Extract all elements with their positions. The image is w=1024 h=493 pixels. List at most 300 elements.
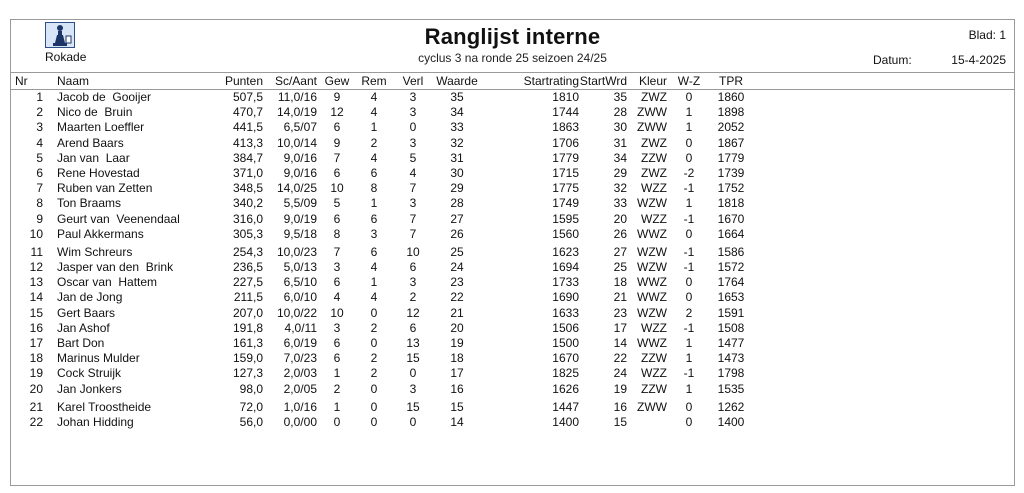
cell-nr: 14 xyxy=(29,290,43,305)
cell-kleur: WZZ xyxy=(641,181,667,196)
cell-waarde: 35 xyxy=(450,90,464,104)
cell-startrating: 1447 xyxy=(552,399,579,414)
cell-startrating: 1400 xyxy=(552,414,579,429)
cell-naam: Ruben van Zetten xyxy=(57,181,153,196)
cell-waarde: 30 xyxy=(450,165,464,180)
cell-tpr: 1739 xyxy=(717,165,745,180)
cell-startwrd: 19 xyxy=(613,381,627,396)
cell-naam: Gert Baars xyxy=(57,305,116,320)
table-row xyxy=(11,136,1014,151)
cell-sc-aant: 7,0/23 xyxy=(283,351,317,366)
cell-wz: 1 xyxy=(685,196,693,211)
cell-gew: 0 xyxy=(333,414,341,429)
cell-waarde: 27 xyxy=(450,211,464,226)
col-waarde: Waarde xyxy=(436,74,478,88)
cell-wz: 0 xyxy=(685,399,693,414)
cell-waarde: 25 xyxy=(450,244,464,259)
cell-waarde: 22 xyxy=(450,290,464,305)
cell-naam: Johan Hidding xyxy=(57,414,134,429)
cell-wz: 1 xyxy=(685,336,693,350)
cell-startwrd: 33 xyxy=(613,196,627,211)
cell-startwrd: 22 xyxy=(613,351,627,366)
cell-rem: 6 xyxy=(370,165,378,180)
cell-tpr: 1664 xyxy=(717,226,745,241)
cell-startwrd: 29 xyxy=(613,165,627,180)
cell-kleur: ZZW xyxy=(641,381,667,396)
cell-naam: Jasper van den Brink xyxy=(57,260,174,275)
cell-kleur: WWZ xyxy=(637,336,667,350)
cell-wz: -2 xyxy=(683,165,695,180)
cell-nr: 1 xyxy=(36,90,43,104)
table-row xyxy=(11,151,1014,166)
cell-wz: 0 xyxy=(685,226,693,241)
table-row xyxy=(11,196,1014,211)
cell-gew: 6 xyxy=(333,351,341,366)
table-row xyxy=(11,366,1014,381)
cell-wz: 1 xyxy=(685,120,693,135)
cell-nr: 5 xyxy=(36,150,43,165)
cell-waarde: 26 xyxy=(450,226,464,241)
cell-verl: 0 xyxy=(409,120,417,135)
cell-gew: 6 xyxy=(333,211,341,226)
cell-waarde: 17 xyxy=(450,366,464,381)
cell-kleur: ZWZ xyxy=(641,135,667,150)
cell-sc-aant: 6,0/10 xyxy=(283,290,317,305)
cell-rem: 6 xyxy=(370,211,378,226)
cell-gew: 6 xyxy=(333,165,341,180)
cell-gew: 10 xyxy=(330,181,344,196)
cell-punten: 371,0 xyxy=(232,165,263,180)
cell-nr: 22 xyxy=(29,414,43,429)
table-row xyxy=(11,290,1014,305)
cell-punten: 236,5 xyxy=(232,260,263,275)
cell-naam: Nico de Bruin xyxy=(57,105,133,120)
cell-nr: 11 xyxy=(30,244,43,259)
cell-waarde: 18 xyxy=(450,351,464,366)
cell-verl: 15 xyxy=(406,399,420,414)
col-sc-aant: Sc/Aant xyxy=(274,74,317,88)
cell-startrating: 1506 xyxy=(552,320,579,335)
cell-punten: 227,5 xyxy=(232,275,263,290)
col-rem: Rem xyxy=(361,74,387,88)
cell-wz: -1 xyxy=(683,260,695,275)
cell-naam: Ton Braams xyxy=(57,196,122,211)
cell-startrating: 1633 xyxy=(552,305,579,320)
cell-startrating: 1715 xyxy=(552,165,579,180)
cell-naam: Karel Troostheide xyxy=(57,399,152,414)
cell-gew: 3 xyxy=(333,260,341,275)
table-row xyxy=(11,260,1014,275)
cell-punten: 340,2 xyxy=(232,196,263,211)
cell-kleur: ZZW xyxy=(641,351,667,366)
cell-sc-aant: 2,0/05 xyxy=(283,381,317,396)
cell-startrating: 1694 xyxy=(552,260,579,275)
table-row xyxy=(11,336,1014,351)
cell-kleur: ZWZ xyxy=(641,165,667,180)
cell-nr: 13 xyxy=(29,275,43,290)
cell-nr: 2 xyxy=(36,105,43,120)
cell-gew: 12 xyxy=(330,105,344,120)
cell-wz: -1 xyxy=(683,366,695,381)
cell-punten: 127,3 xyxy=(232,366,263,381)
cell-startwrd: 15 xyxy=(613,414,627,429)
cell-tpr: 1898 xyxy=(717,105,745,120)
cell-sc-aant: 1,0/16 xyxy=(283,399,317,414)
cell-startrating: 1810 xyxy=(552,90,579,104)
cell-verl: 12 xyxy=(406,305,420,320)
cell-punten: 441,5 xyxy=(232,120,263,135)
cell-punten: 507,5 xyxy=(232,90,263,104)
cell-sc-aant: 9,0/16 xyxy=(283,165,317,180)
col-wz: W-Z xyxy=(677,74,701,88)
cell-startwrd: 26 xyxy=(613,226,627,241)
cell-nr: 10 xyxy=(29,226,43,241)
cell-naam: Marinus Mulder xyxy=(57,351,140,366)
cell-gew: 8 xyxy=(333,226,341,241)
cell-verl: 3 xyxy=(409,105,417,120)
ranking-sheet xyxy=(10,19,1015,486)
cell-nr: 18 xyxy=(29,351,43,366)
cell-sc-aant: 11,0/16 xyxy=(277,90,317,104)
cell-tpr: 1572 xyxy=(717,260,745,275)
cell-sc-aant: 6,5/07 xyxy=(283,120,317,135)
cell-wz: 0 xyxy=(685,90,693,104)
cell-kleur: ZWZ xyxy=(641,90,667,104)
cell-gew: 7 xyxy=(333,150,341,165)
cell-startrating: 1670 xyxy=(552,351,579,366)
cell-waarde: 31 xyxy=(450,150,464,165)
cell-gew: 1 xyxy=(333,399,341,414)
cell-kleur: WZW xyxy=(637,260,667,275)
cell-waarde: 21 xyxy=(450,305,464,320)
table-row xyxy=(11,400,1014,415)
cell-punten: 413,3 xyxy=(232,135,263,150)
cell-nr: 6 xyxy=(36,165,43,180)
cell-naam: Maarten Loeffler xyxy=(57,120,145,135)
cell-punten: 211,5 xyxy=(233,290,263,305)
cell-gew: 2 xyxy=(333,381,341,396)
cell-startrating: 1595 xyxy=(552,211,579,226)
page-number: Blad: 1 xyxy=(968,28,1006,42)
cell-rem: 0 xyxy=(370,399,378,414)
cell-kleur: WWZ xyxy=(637,226,667,241)
cell-tpr: 1818 xyxy=(717,196,745,211)
cell-rem: 2 xyxy=(370,135,378,150)
cell-startrating: 1560 xyxy=(552,226,579,241)
cell-tpr: 2052 xyxy=(717,120,745,135)
cell-wz: 0 xyxy=(685,135,693,150)
table-row xyxy=(11,351,1014,366)
cell-verl: 7 xyxy=(409,211,417,226)
cell-wz: 0 xyxy=(685,275,693,290)
table-row xyxy=(11,166,1014,181)
cell-sc-aant: 10,0/23 xyxy=(276,244,317,259)
cell-startrating: 1623 xyxy=(552,244,579,259)
report-header xyxy=(11,20,1014,74)
cell-wz: -1 xyxy=(683,320,695,335)
cell-verl: 5 xyxy=(409,150,417,165)
table-row xyxy=(11,245,1014,260)
cell-verl: 2 xyxy=(409,290,417,305)
cell-verl: 13 xyxy=(406,336,420,350)
cell-gew: 10 xyxy=(330,305,344,320)
cell-punten: 191,8 xyxy=(232,320,263,335)
cell-nr: 20 xyxy=(29,381,43,396)
cell-startwrd: 18 xyxy=(613,275,627,290)
cell-startwrd: 31 xyxy=(613,135,627,150)
cell-kleur: WWZ xyxy=(637,275,667,290)
cell-verl: 7 xyxy=(409,226,417,241)
cell-nr: 9 xyxy=(36,211,43,226)
cell-verl: 3 xyxy=(409,381,417,396)
cell-tpr: 1473 xyxy=(717,351,745,366)
table-row xyxy=(11,275,1014,290)
cell-punten: 72,0 xyxy=(239,399,263,414)
cell-naam: Oscar van Hattem xyxy=(57,275,158,290)
cell-startwrd: 30 xyxy=(613,120,627,135)
cell-wz: -1 xyxy=(683,211,695,226)
cell-verl: 7 xyxy=(409,181,417,196)
cell-punten: 384,7 xyxy=(232,150,263,165)
cell-startwrd: 21 xyxy=(613,290,627,305)
cell-tpr: 1798 xyxy=(717,366,745,381)
cell-startwrd: 35 xyxy=(613,90,627,104)
cell-tpr: 1752 xyxy=(717,181,745,196)
cell-naam: Cock Struijk xyxy=(57,366,122,381)
cell-gew: 7 xyxy=(333,244,341,259)
cell-naam: Jan Ashof xyxy=(57,320,110,335)
cell-startrating: 1626 xyxy=(552,381,579,396)
cell-startwrd: 34 xyxy=(613,150,627,165)
cell-punten: 56,0 xyxy=(239,414,263,429)
cell-rem: 0 xyxy=(370,414,378,429)
cell-wz: 1 xyxy=(685,381,693,396)
cell-punten: 470,7 xyxy=(232,105,263,120)
table-row xyxy=(11,415,1014,430)
cell-nr: 21 xyxy=(29,399,43,414)
cell-kleur: WZZ xyxy=(641,320,667,335)
cell-kleur: ZWW xyxy=(637,120,667,135)
cell-nr: 8 xyxy=(36,196,43,211)
cell-naam: Jacob de Gooijer xyxy=(57,90,152,104)
cell-wz: 0 xyxy=(685,150,693,165)
cell-rem: 4 xyxy=(370,290,378,305)
table-row xyxy=(11,212,1014,227)
cell-rem: 1 xyxy=(370,275,378,290)
cell-punten: 161,3 xyxy=(232,336,263,350)
cell-startrating: 1863 xyxy=(552,120,579,135)
cell-naam: Geurt van Veenendaal xyxy=(57,211,180,226)
cell-waarde: 14 xyxy=(450,414,464,429)
cell-verl: 3 xyxy=(409,135,417,150)
cell-tpr: 1779 xyxy=(717,150,745,165)
col-punten: Punten xyxy=(224,74,263,88)
cell-naam: Jan Jonkers xyxy=(57,381,122,396)
cell-kleur: ZWW xyxy=(637,399,667,414)
col-gew: Gew xyxy=(324,74,350,88)
cell-kleur: ZWW xyxy=(637,105,667,120)
cell-startwrd: 28 xyxy=(613,105,627,120)
cell-waarde: 23 xyxy=(450,275,464,290)
cell-sc-aant: 10,0/22 xyxy=(276,305,317,320)
cell-kleur: WZZ xyxy=(641,211,667,226)
cell-startrating: 1775 xyxy=(552,181,579,196)
cell-rem: 2 xyxy=(370,320,378,335)
cell-nr: 3 xyxy=(36,120,43,135)
cell-verl: 6 xyxy=(409,260,417,275)
ranking-table-body xyxy=(11,90,1014,430)
cell-nr: 12 xyxy=(29,260,43,275)
cell-nr: 7 xyxy=(36,181,43,196)
cell-wz: 1 xyxy=(685,351,693,366)
cell-gew: 6 xyxy=(333,336,341,350)
table-row xyxy=(11,90,1014,105)
cell-sc-aant: 0,0/00 xyxy=(283,414,317,429)
cell-startrating: 1749 xyxy=(552,196,579,211)
cell-kleur: WWZ xyxy=(637,290,667,305)
cell-startrating: 1779 xyxy=(552,150,579,165)
cell-kleur: WZW xyxy=(637,244,667,259)
cell-naam: Arend Baars xyxy=(57,135,124,150)
page-subtitle: cyclus 3 na ronde 25 seizoen 24/25 xyxy=(418,51,607,65)
club-name: Rokade xyxy=(45,50,87,64)
cell-gew: 1 xyxy=(333,366,341,381)
col-startrating: Startrating xyxy=(523,74,579,88)
cell-tpr: 1764 xyxy=(717,275,745,290)
table-row xyxy=(11,181,1014,196)
col-verl: Verl xyxy=(402,74,424,88)
cell-gew: 9 xyxy=(333,90,341,104)
cell-startwrd: 17 xyxy=(613,320,627,335)
table-row xyxy=(11,306,1014,321)
cell-wz: 2 xyxy=(685,305,693,320)
date-label: Datum: xyxy=(873,53,912,67)
cell-startrating: 1706 xyxy=(552,135,579,150)
cell-rem: 3 xyxy=(370,226,378,241)
cell-gew: 5 xyxy=(333,196,341,211)
cell-waarde: 28 xyxy=(450,196,464,211)
cell-gew: 9 xyxy=(333,135,341,150)
table-row xyxy=(11,105,1014,120)
cell-gew: 4 xyxy=(333,290,341,305)
cell-sc-aant: 6,0/19 xyxy=(283,336,317,350)
cell-tpr: 1867 xyxy=(717,135,745,150)
cell-nr: 17 xyxy=(29,336,43,350)
cell-punten: 254,3 xyxy=(232,244,263,259)
cell-startwrd: 24 xyxy=(613,366,627,381)
cell-tpr: 1477 xyxy=(717,336,745,350)
cell-verl: 15 xyxy=(406,351,420,366)
col-startwrd: StartWrd xyxy=(579,74,627,88)
cell-tpr: 1586 xyxy=(717,244,745,259)
cell-waarde: 20 xyxy=(450,320,464,335)
cell-naam: Jan van Laar xyxy=(57,150,130,165)
cell-rem: 4 xyxy=(370,105,378,120)
cell-tpr: 1653 xyxy=(717,290,745,305)
cell-rem: 1 xyxy=(370,120,378,135)
cell-wz: 0 xyxy=(685,290,693,305)
cell-sc-aant: 14,0/19 xyxy=(276,105,317,120)
col-naam: Naam xyxy=(57,74,90,88)
cell-sc-aant: 14,0/25 xyxy=(276,181,317,196)
cell-kleur: WZW xyxy=(637,305,667,320)
cell-waarde: 16 xyxy=(450,381,464,396)
cell-startwrd: 32 xyxy=(613,181,627,196)
cell-waarde: 33 xyxy=(450,120,464,135)
cell-rem: 4 xyxy=(370,260,378,275)
col-kleur: Kleur xyxy=(638,74,667,88)
cell-startwrd: 16 xyxy=(613,399,627,414)
cell-rem: 4 xyxy=(370,90,378,104)
cell-sc-aant: 9,5/18 xyxy=(283,226,317,241)
cell-nr: 19 xyxy=(29,366,43,381)
cell-kleur: WZW xyxy=(637,196,667,211)
cell-sc-aant: 4,0/11 xyxy=(284,320,317,335)
cell-startwrd: 25 xyxy=(613,260,627,275)
cell-rem: 2 xyxy=(370,351,378,366)
cell-verl: 3 xyxy=(409,90,417,104)
cell-wz: 1 xyxy=(685,105,693,120)
cell-waarde: 19 xyxy=(450,336,464,350)
cell-nr: 4 xyxy=(36,135,43,150)
cell-sc-aant: 6,5/10 xyxy=(283,275,317,290)
cell-sc-aant: 9,0/19 xyxy=(283,211,317,226)
cell-punten: 305,3 xyxy=(232,226,263,241)
cell-tpr: 1860 xyxy=(717,90,745,104)
cell-sc-aant: 10,0/14 xyxy=(276,135,317,150)
cell-waarde: 29 xyxy=(450,181,464,196)
cell-verl: 4 xyxy=(409,165,417,180)
col-nr: Nr xyxy=(15,74,28,88)
cell-rem: 2 xyxy=(370,366,378,381)
cell-rem: 1 xyxy=(370,196,378,211)
cell-punten: 316,0 xyxy=(232,211,263,226)
cell-waarde: 24 xyxy=(450,260,464,275)
cell-naam: Paul Akkermans xyxy=(57,226,144,241)
cell-waarde: 32 xyxy=(450,135,464,150)
cell-punten: 207,0 xyxy=(232,305,263,320)
cell-startrating: 1744 xyxy=(552,105,579,120)
table-row xyxy=(11,382,1014,397)
cell-rem: 0 xyxy=(370,305,378,320)
cell-startrating: 1733 xyxy=(552,275,579,290)
cell-gew: 6 xyxy=(333,120,341,135)
cell-tpr: 1535 xyxy=(717,381,745,396)
cell-rem: 0 xyxy=(370,336,378,350)
cell-verl: 0 xyxy=(409,366,417,381)
cell-wz: 0 xyxy=(685,414,693,429)
cell-startrating: 1500 xyxy=(552,336,579,350)
cell-rem: 4 xyxy=(370,150,378,165)
cell-startwrd: 20 xyxy=(613,211,627,226)
cell-verl: 3 xyxy=(409,275,417,290)
cell-naam: Bart Don xyxy=(57,336,105,350)
cell-rem: 6 xyxy=(370,244,378,259)
cell-verl: 0 xyxy=(409,414,417,429)
cell-tpr: 1508 xyxy=(717,320,745,335)
cell-startrating: 1690 xyxy=(552,290,579,305)
cell-rem: 8 xyxy=(370,181,378,196)
date-value: 15-4-2025 xyxy=(951,53,1006,67)
col-tpr: TPR xyxy=(719,74,743,88)
cell-kleur: ZZW xyxy=(641,150,667,165)
cell-waarde: 34 xyxy=(450,105,464,120)
cell-naam: Jan de Jong xyxy=(57,290,123,305)
cell-startrating: 1825 xyxy=(552,366,579,381)
page-title: Ranglijst interne xyxy=(424,24,601,49)
cell-wz: -1 xyxy=(683,244,695,259)
cell-gew: 6 xyxy=(333,275,341,290)
